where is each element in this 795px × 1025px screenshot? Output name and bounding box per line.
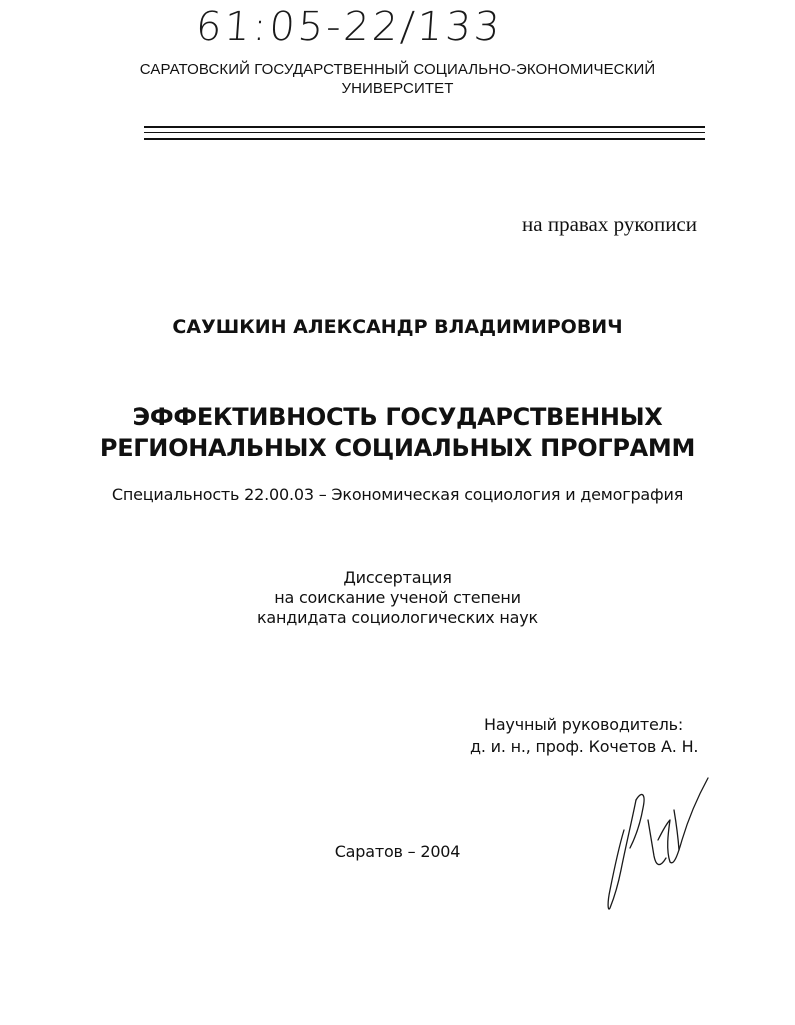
- degree-block: [0, 568, 795, 628]
- university-line-1: САРАТОВСКИЙ ГОСУДАРСТВЕННЫЙ СОЦИАЛЬНО-ЭКОНОМИЧЕСКИЙ: [139, 61, 656, 78]
- header-rule-middle: [144, 132, 705, 133]
- manuscript-note: на правах рукописи: [522, 212, 697, 236]
- advisor-block: [470, 714, 730, 758]
- university-name: [0, 60, 795, 98]
- degree-line-2: на соискание ученой степени: [274, 588, 521, 607]
- title-line-2: РЕГИОНАЛЬНЫХ СОЦИАЛЬНЫХ ПРОГРАММ: [99, 434, 696, 462]
- city-year: Саратов – 2004: [334, 842, 461, 861]
- header-rule-bottom: [144, 138, 705, 140]
- specialty-line: Специальность 22.00.03 – Экономическая социология и демография: [111, 485, 684, 504]
- degree-line-1: Диссертация: [343, 568, 452, 587]
- archive-code-handwritten: 61:05-22/133: [194, 4, 505, 50]
- advisor-label: Научный руководитель:: [484, 715, 684, 734]
- university-line-2: УНИВЕРСИТЕТ: [341, 80, 454, 97]
- advisor-name: д. и. н., проф. Кочетов А. Н.: [470, 737, 699, 756]
- degree-line-3: кандидата социологических наук: [256, 608, 539, 627]
- title-line-1: ЭФФЕКТИВНОСТЬ ГОСУДАРСТВЕННЫХ: [132, 403, 663, 431]
- author-name: САУШКИН АЛЕКСАНДР ВЛАДИМИРОВИЧ: [172, 316, 623, 338]
- dissertation-title: [0, 402, 795, 464]
- header-rule-top: [144, 126, 705, 128]
